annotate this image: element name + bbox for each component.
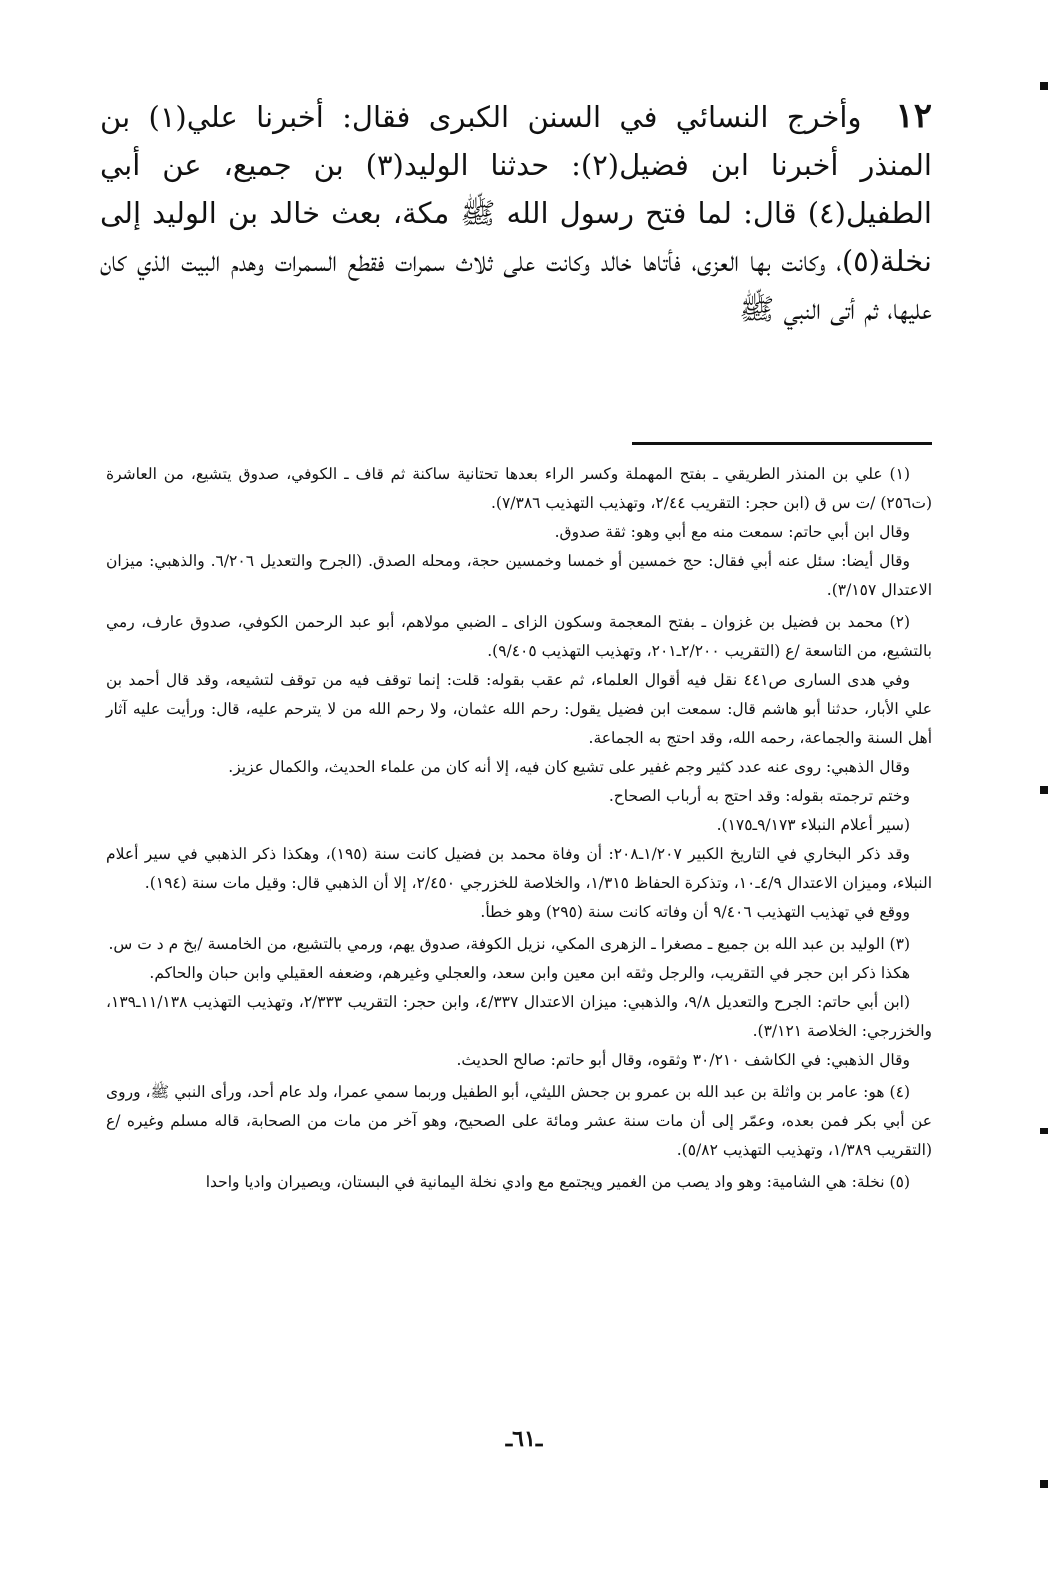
footnotes: [106, 460, 932, 1197]
footnote-1: (١) علي بن المنذر الطريقي ـ بفتح المهملة وكسر الراء بعدها تحتانية ساكنة ثم قاف ـ الكوفي، صدوق يتشيع، من العاشرة (ت٢٥٦) /ت س ق (ابن حجر: التقريب ٢/٤٤، وتهذيب التهذيب ٧/٣٨٦).: [106, 465, 932, 512]
footnote-1-paragraph: وقال أيضا: سئل عنه أبي فقال: حج خمسين أو خمسا وخمسين حجة، ومحله الصدق. (الجرح والتعديل ٦/٢٠٦. والذهبي: ميزان الاعتدال ٣/١٥٧).: [106, 552, 932, 599]
scan-mark: [1040, 82, 1048, 90]
footnote-5: (٥) نخلة: هي الشامية: وهو واد يصب من الغمير ويجتمع مع وادي نخلة اليمانية في البستان، ويصيران واديا واحدا: [205, 1173, 910, 1191]
footnote-separator: [632, 442, 932, 445]
hadith-text: وأخرج النسائي في السنن الكبرى فقال: أخبرنا علي(١) بن المنذر أخبرنا ابن فضيل(٢): حدثنا الوليد(٣) بن جميع، عن أبي الطفيل(٤) قال: لما فتح رسول الله ﷺ مكة، بعث خالد بن الوليد إلى نخلة(٥)، وكانت بها العزى، فأتاها خالد وكانت على ثلاث سمرات فقطع السمرات وهدم البيت الذي كان عليها، ثم أتى النبي ﷺ: [100, 100, 932, 326]
footnote-4: (٤) هو: عامر بن واثلة بن عبد الله بن عمرو بن جحش الليثي، أبو الطفيل وربما سمي عمرا، ولد عام أحد، ورأى النبي ﷺ، وروى عن أبي بكر فمن بعده، وعمّر إلى أن مات سنة عشر ومائة على الصحيح، وهو آخر من مات من الصحابة، قاله مسلم وغيره /ع (التقريب ١/٣٨٩، وتهذيب التهذيب ٥/٨٢).: [106, 1083, 932, 1159]
footnote-2-paragraph: وقد ذكر البخاري في التاريخ الكبير ١/٢٠٧ـ٢٠٨: أن وفاة محمد بن فضيل كانت سنة (١٩٥)، وهكذا ذكر الذهبي في سير أعلام النبلاء، وميزان الاعتدال ٤/٩ـ١٠، وتذكرة الحفاظ ١/٣١٥، والخلاصة للخزرجي ٢/٤٥٠، إلا أن الذهبي قال: وقيل مات سنة (١٩٤).: [106, 845, 932, 892]
footnote-2-paragraph: (سير أعلام النبلاء ٩/١٧٣ـ١٧٥).: [716, 816, 910, 834]
scan-mark: [1040, 786, 1048, 794]
scan-mark: [1040, 1480, 1048, 1488]
footnote-3-paragraph: هكذا ذكر ابن حجر في التقريب، والرجل وثقه ابن معين وابن سعد، والعجلي وغيرهم، وضعفه العقيلي وابن حبان والحاكم.: [149, 964, 910, 982]
page-number: ـ٦١ـ: [505, 1426, 543, 1452]
footnote-2: (٢) محمد بن فضيل بن غزوان ـ بفتح المعجمة وسكون الزاى ـ الضبي مولاهم، أبو عبد الرحمن الكوفي، صدوق عارف، رمي بالتشيع، من التاسعة /ع (التقريب ٢/٢٠٠ـ٢٠١، وتهذيب التهذيب ٩/٤٠٥).: [106, 613, 932, 660]
footnote-3-paragraph: (ابن أبي حاتم: الجرح والتعديل ٩/٨، والذهبي: ميزان الاعتدال ٤/٣٣٧، وابن حجر: التقريب ٢/٣٣٣، وتهذيب التهذيب ١١/١٣٨ـ١٣٩، والخزرجي: الخلاصة ٣/١٢١).: [106, 993, 932, 1040]
footnote-2-paragraph: وفي هدى السارى ص٤٤١ نقل فيه أقوال العلماء، ثم عقب بقوله: قلت: إنما توقف فيه من توقف لتشيعه، وقد قال أحمد بن علي الأبار، حدثنا أبو هاشم قال: سمعت ابن فضيل يقول: رحم الله عثمان، ولا رحم الله من لا يترحم عليه، قال: ورأيت عليه آثار أهل السنة والجماعة، رحمه الله، وقد احتج به الجماعة.: [106, 671, 932, 747]
scan-mark: [1040, 1128, 1048, 1134]
footnote-2-paragraph: وقال الذهبي: روى عنه عدد كثير وجم غفير على تشيع كان فيه، إلا أنه كان من علماء الحديث، والكمال عزيز.: [228, 758, 910, 776]
hadith-number: ١٢: [895, 96, 932, 136]
hadith-paragraph: [100, 92, 932, 333]
footnote-3: (٣) الوليد بن عبد الله بن جميع ـ مصغرا ـ الزهرى المكي، نزيل الكوفة، صدوق يهم، ورمي بالتشيع، من الخامسة /بخ م د ت س.: [108, 935, 910, 953]
hadith-block: [100, 92, 932, 333]
footnote-2-paragraph: وختم ترجمته بقوله: وقد احتج به أرباب الصحاح.: [608, 787, 910, 805]
footnote-2-paragraph: ووقع في تهذيب التهذيب ٩/٤٠٦ أن وفاته كانت سنة (٢٩٥) وهو خطأ.: [480, 903, 910, 921]
footnote-3-paragraph: وقال الذهبي: في الكاشف ٣٠/٢١٠ وثقوه، وقال أبو حاتم: صالح الحديث.: [456, 1051, 910, 1069]
footnote-1-paragraph: وقال ابن أبي حاتم: سمعت منه مع أبي وهو: ثقة صدوق.: [554, 523, 910, 541]
